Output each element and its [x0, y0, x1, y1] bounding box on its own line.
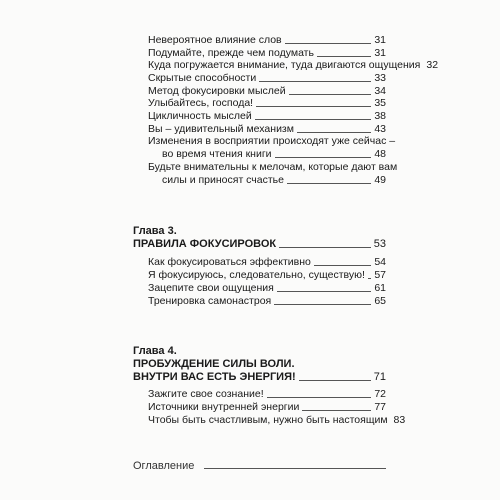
toc-entry-title: Зажгите свое сознание!	[148, 388, 264, 400]
toc-entry-title: Цикличность мыслей	[148, 110, 252, 122]
toc-entry-title: Я фокусируюсь, следовательно, существую!	[148, 269, 365, 281]
toc-entry-title: Метод фокусировки мыслей	[148, 85, 286, 97]
toc-entry-page: 31	[374, 47, 386, 59]
chapter-title-line1: ПРОБУЖДЕНИЕ СИЛЫ ВОЛИ.	[133, 358, 295, 370]
chapter-title: ПРАВИЛА ФОКУСИРОВОК	[133, 238, 277, 250]
toc-entry-title: Улыбайтесь, господа!	[148, 97, 254, 109]
toc-entry-title-line2: во время чтения книги	[162, 148, 272, 160]
chapter-page: 71	[373, 371, 386, 383]
dot-leader	[279, 247, 371, 248]
dot-leader	[255, 119, 372, 120]
toc-entry-page: 49	[374, 174, 386, 186]
dot-leader	[299, 380, 371, 381]
dot-leader	[275, 157, 372, 158]
dot-leader	[277, 291, 372, 292]
footer-rule	[204, 468, 386, 469]
toc-entry-page: 57	[374, 269, 386, 281]
toc-entry-page: 72	[374, 388, 386, 400]
toc-entry-title: Невероятное влияние слов	[148, 34, 282, 46]
chapter-page: 53	[373, 238, 386, 250]
toc-entry-page: 35	[374, 97, 386, 109]
dot-leader	[274, 304, 371, 305]
dot-leader	[302, 410, 371, 411]
dot-leader	[285, 43, 372, 44]
dot-leader	[287, 183, 371, 184]
toc-entry	[148, 256, 386, 269]
dot-leader	[259, 81, 371, 82]
toc-entry	[148, 110, 386, 123]
toc-entry	[148, 72, 386, 85]
toc-entry	[148, 34, 386, 47]
toc-entry-page: 38	[374, 110, 386, 122]
dot-leader	[267, 397, 372, 398]
toc-entry-title: Тренировка самонастроя	[148, 295, 272, 307]
toc-entry	[148, 388, 386, 401]
toc-entry-page: 61	[374, 282, 386, 294]
toc-entry-title: Зацепите свои ощущения	[148, 282, 274, 294]
toc-entry-page: 54	[374, 256, 386, 268]
toc-entry	[162, 174, 386, 187]
footer-label: Оглавление	[133, 460, 195, 472]
toc-entry-page: 31	[374, 34, 386, 46]
dot-leader	[297, 132, 371, 133]
chapter-title-line2: ВНУТРИ ВАС ЕСТЬ ЭНЕРГИЯ!	[133, 371, 296, 383]
toc-entry	[148, 269, 386, 282]
toc-entry	[148, 401, 386, 414]
toc-entry-title: Куда погружается внимание, туда двигаются ощущения	[148, 59, 421, 71]
toc-entry	[148, 97, 386, 110]
toc-entry-title: Чтобы быть счастливым, нужно быть настоящим	[148, 414, 388, 426]
toc-entry	[148, 414, 406, 427]
toc-entry-title-line1: Будьте внимательны к мелочам, которые дают вам	[148, 161, 398, 173]
toc-entry	[148, 282, 386, 295]
toc-entry-page: 32	[426, 59, 439, 71]
chapter-heading	[133, 371, 386, 384]
chapter-label: Глава 4.	[133, 345, 177, 357]
toc-entry-title: Вы – удивительный механизм	[148, 123, 294, 135]
toc-entry	[162, 148, 386, 161]
toc-entry-title: Скрытые способности	[148, 72, 257, 84]
toc-entry	[148, 295, 386, 308]
toc-entry-page: 34	[374, 85, 386, 97]
dot-leader	[289, 94, 372, 95]
toc-entry-page: 48	[374, 148, 386, 160]
toc-entry-title-line2: силы и приносят счастье	[162, 174, 284, 186]
toc-entry-page: 83	[393, 414, 406, 426]
running-footer	[133, 460, 386, 472]
toc-entry-page: 65	[374, 295, 386, 307]
chapter-heading	[133, 238, 386, 251]
dot-leader	[314, 265, 371, 266]
toc-entry-page: 33	[374, 72, 386, 84]
dot-leader	[317, 56, 371, 57]
toc-entry-title-line1: Изменения в восприятии происходят уже сейчас –	[148, 135, 396, 147]
toc-entry-title: Источники внутренней энергии	[148, 401, 300, 413]
toc-entry-title: Подумайте, прежде чем подумать	[148, 47, 314, 59]
chapter-label: Глава 3.	[133, 225, 177, 237]
dot-leader	[256, 106, 371, 107]
toc-entry-page: 43	[374, 123, 386, 135]
dot-leader	[368, 278, 371, 279]
toc-entry-title: Как фокусироваться эффективно	[148, 256, 311, 268]
toc-entry-page: 77	[374, 401, 386, 413]
toc-entry	[148, 59, 439, 72]
